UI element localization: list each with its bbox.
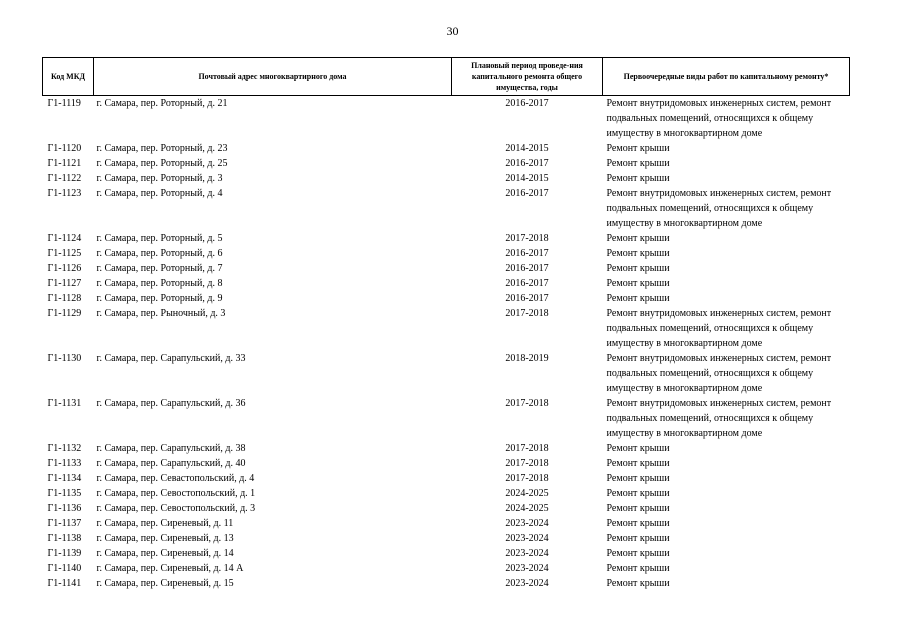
cell-address: г. Самара, пер. Сиреневый, д. 15	[96, 578, 234, 589]
cell-period: 2017-2018	[505, 308, 549, 319]
table-row	[43, 441, 850, 456]
cell-period: 2017-2018	[505, 473, 549, 484]
cell-code: Г1-1128	[47, 293, 82, 304]
cell-code: Г1-1140	[47, 563, 82, 574]
cell-period: 2023-2024	[505, 578, 549, 589]
header-period: Плановый период проведе-ния капитального ремонта общего имущества, годы	[452, 58, 603, 96]
cell-code: Г1-1138	[47, 533, 82, 544]
cell-code: Г1-1130	[47, 353, 82, 364]
cell-works: Ремонт крыши	[606, 473, 670, 484]
cell-address: г. Самара, пер. Сарапульский, д. 40	[96, 458, 246, 469]
table-row	[43, 291, 850, 306]
cell-code: Г1-1125	[47, 248, 82, 259]
table-row	[43, 276, 850, 291]
cell-address: г. Самара, пер. Роторный, д. 23	[96, 143, 228, 154]
cell-works: Ремонт внутридомовых инженерных систем, ремонт подвальных помещений, относящихся к общему имуществу в многоквартирном доме	[606, 398, 832, 439]
cell-code: Г1-1136	[47, 503, 82, 514]
cell-period: 2016-2017	[505, 98, 549, 109]
header-code: Код МКД	[43, 58, 94, 96]
cell-code: Г1-1127	[47, 278, 82, 289]
table-row	[43, 456, 850, 471]
cell-period: 2017-2018	[505, 233, 549, 244]
cell-works: Ремонт крыши	[606, 233, 670, 244]
table-row	[43, 186, 850, 231]
table-row	[43, 516, 850, 531]
cell-period: 2014-2015	[505, 143, 549, 154]
cell-works: Ремонт крыши	[606, 458, 670, 469]
cell-code: Г1-1123	[47, 188, 82, 199]
cell-address: г. Самара, пер. Рыночный, д. 3	[96, 308, 226, 319]
cell-works: Ремонт крыши	[606, 443, 670, 454]
cell-code: Г1-1122	[47, 173, 82, 184]
cell-works: Ремонт крыши	[606, 578, 670, 589]
cell-address: г. Самара, пер. Роторный, д. 25	[96, 158, 228, 169]
cell-works: Ремонт крыши	[606, 533, 670, 544]
cell-address: г. Самара, пер. Роторный, д. 4	[96, 188, 223, 199]
cell-works: Ремонт крыши	[606, 278, 670, 289]
cell-period: 2017-2018	[505, 398, 549, 409]
cell-address: г. Самара, пер. Сиреневый, д. 14 А	[96, 563, 244, 574]
cell-code: Г1-1119	[47, 98, 81, 109]
cell-period: 2016-2017	[505, 188, 549, 199]
table-row	[43, 396, 850, 441]
cell-address: г. Самара, пер. Сиреневый, д. 11	[96, 518, 234, 529]
cell-works: Ремонт крыши	[606, 548, 670, 559]
cell-works: Ремонт крыши	[606, 563, 670, 574]
cell-works: Ремонт внутридомовых инженерных систем, ремонт подвальных помещений, относящихся к общему имуществу в многоквартирном доме	[606, 353, 832, 394]
cell-period: 2016-2017	[505, 248, 549, 259]
table-row	[43, 486, 850, 501]
cell-code: Г1-1132	[47, 443, 82, 454]
cell-works: Ремонт крыши	[606, 263, 670, 274]
cell-period: 2016-2017	[505, 278, 549, 289]
cell-code: Г1-1121	[47, 158, 82, 169]
cell-address: г. Самара, пер. Сарапульский, д. 38	[96, 443, 246, 454]
cell-period: 2016-2017	[505, 293, 549, 304]
cell-period: 2016-2017	[505, 158, 549, 169]
table-row	[43, 96, 850, 142]
table-row	[43, 351, 850, 396]
table-row	[43, 471, 850, 486]
cell-works: Ремонт крыши	[606, 173, 670, 184]
cell-code: Г1-1137	[47, 518, 82, 529]
table-body	[43, 96, 850, 592]
table-row	[43, 156, 850, 171]
cell-works: Ремонт крыши	[606, 143, 670, 154]
cell-works: Ремонт внутридомовых инженерных систем, ремонт подвальных помещений, относящихся к общему имуществу в многоквартирном доме	[606, 308, 832, 349]
cell-code: Г1-1124	[47, 233, 82, 244]
cell-address: г. Самара, пер. Севостопольский, д. 1	[96, 488, 256, 499]
cell-period: 2023-2024	[505, 548, 549, 559]
header-works: Первоочередные виды работ по капитальному ремонту*	[603, 58, 850, 96]
cell-code: Г1-1120	[47, 143, 82, 154]
cell-address: г. Самара, пер. Севостопольский, д. 3	[96, 503, 256, 514]
table-row	[43, 246, 850, 261]
cell-address: г. Самара, пер. Роторный, д. 7	[96, 263, 223, 274]
cell-code: Г1-1135	[47, 488, 82, 499]
cell-works: Ремонт крыши	[606, 488, 670, 499]
cell-works: Ремонт крыши	[606, 518, 670, 529]
table-row	[43, 576, 850, 591]
cell-code: Г1-1134	[47, 473, 82, 484]
table-row	[43, 531, 850, 546]
cell-period: 2014-2015	[505, 173, 549, 184]
page-number: 30	[446, 24, 459, 38]
cell-address: г. Самара, пер. Роторный, д. 6	[96, 248, 223, 259]
cell-works: Ремонт внутридомовых инженерных систем, ремонт подвальных помещений, относящихся к общему имуществу в многоквартирном доме	[606, 98, 832, 139]
cell-period: 2024-2025	[505, 488, 549, 499]
cell-works: Ремонт крыши	[606, 158, 670, 169]
cell-address: г. Самара, пер. Сиреневый, д. 14	[96, 548, 234, 559]
table-row	[43, 546, 850, 561]
table-row	[43, 171, 850, 186]
cell-code: Г1-1133	[47, 458, 82, 469]
table-row	[43, 261, 850, 276]
cell-address: г. Самара, пер. Сарапульский, д. 36	[96, 398, 246, 409]
cell-period: 2016-2017	[505, 263, 549, 274]
cell-address: г. Самара, пер. Сарапульский, д. 33	[96, 353, 246, 364]
cell-period: 2018-2019	[505, 353, 549, 364]
table-row	[43, 501, 850, 516]
cell-works: Ремонт крыши	[606, 293, 670, 304]
table-row	[43, 561, 850, 576]
cell-period: 2023-2024	[505, 533, 549, 544]
cell-works: Ремонт внутридомовых инженерных систем, ремонт подвальных помещений, относящихся к общему имуществу в многоквартирном доме	[606, 188, 832, 229]
header-row	[43, 58, 850, 96]
capital-repair-table	[42, 57, 850, 591]
cell-code: Г1-1131	[47, 398, 82, 409]
table-row	[43, 306, 850, 351]
cell-period: 2017-2018	[505, 458, 549, 469]
cell-period: 2023-2024	[505, 518, 549, 529]
table-header	[43, 58, 850, 96]
cell-code: Г1-1129	[47, 308, 82, 319]
cell-address: г. Самара, пер. Роторный, д. 3	[96, 173, 223, 184]
cell-code: Г1-1141	[47, 578, 82, 589]
cell-period: 2017-2018	[505, 443, 549, 454]
cell-address: г. Самара, пер. Севастопольский, д. 4	[96, 473, 255, 484]
header-address: Почтовый адрес многоквартирного дома	[94, 58, 452, 96]
cell-address: г. Самара, пер. Роторный, д. 9	[96, 293, 223, 304]
cell-works: Ремонт крыши	[606, 503, 670, 514]
cell-code: Г1-1126	[47, 263, 82, 274]
cell-period: 2024-2025	[505, 503, 549, 514]
table-row	[43, 231, 850, 246]
cell-address: г. Самара, пер. Роторный, д. 21	[96, 98, 228, 109]
table-row	[43, 141, 850, 156]
cell-address: г. Самара, пер. Роторный, д. 5	[96, 233, 223, 244]
cell-address: г. Самара, пер. Сиреневый, д. 13	[96, 533, 234, 544]
cell-period: 2023-2024	[505, 563, 549, 574]
cell-code: Г1-1139	[47, 548, 82, 559]
cell-address: г. Самара, пер. Роторный, д. 8	[96, 278, 223, 289]
cell-works: Ремонт крыши	[606, 248, 670, 259]
